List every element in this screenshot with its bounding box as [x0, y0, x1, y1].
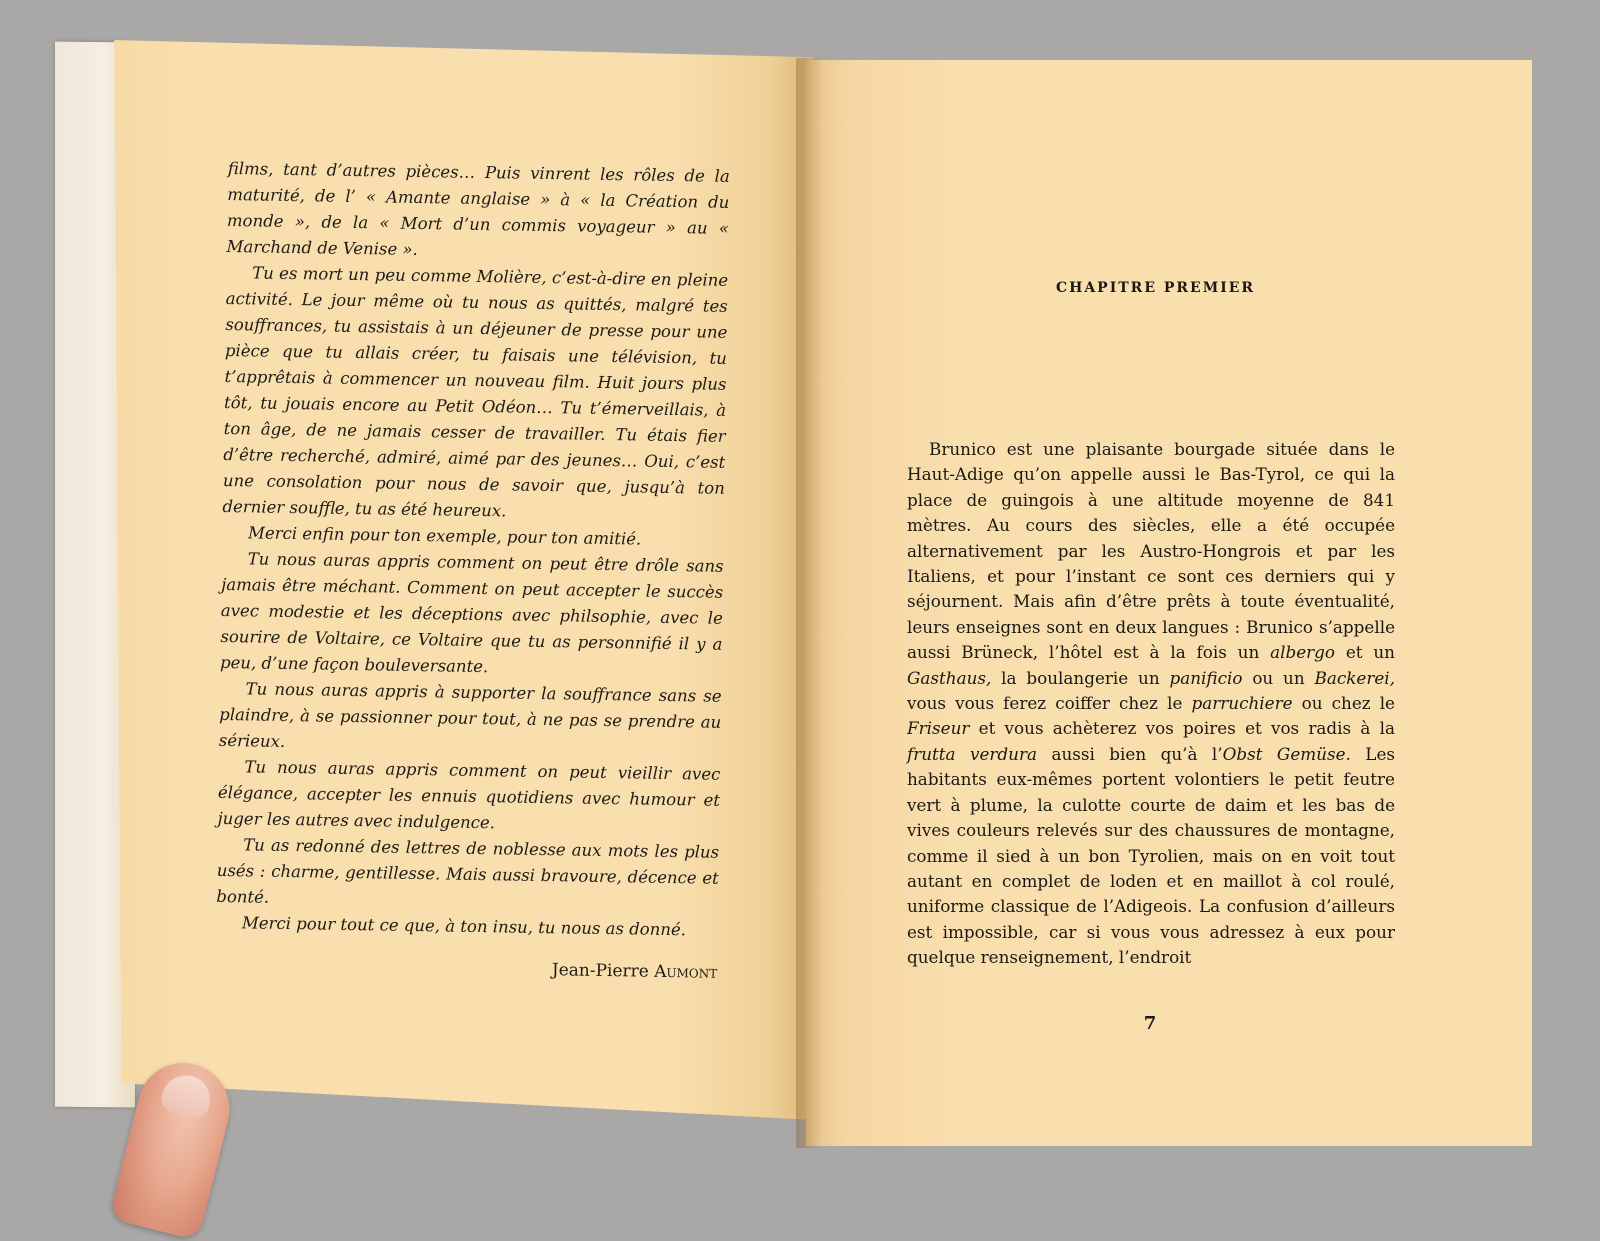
italic-term: frutta verdura	[907, 743, 1037, 764]
left-paragraph: Merci enfin pour ton exemple, pour ton amitié.	[247, 523, 642, 549]
italic-term: parruchiere	[1191, 693, 1293, 714]
text-segment: et un	[1335, 642, 1395, 663]
left-page-text	[215, 156, 730, 986]
italic-term: Gasthaus,	[907, 667, 992, 688]
text-segment: vous vous ferez coiffer chez le	[907, 693, 1192, 714]
text-segment: aussi bien qu’à l’	[1037, 743, 1223, 764]
left-paragraph: Merci pour tout ce que, à ton insu, tu nous as donné.	[241, 913, 687, 940]
left-paragraph: Tu nous auras appris à supporter la souffrance sans se plaindre, à se passionner pour tout, à ne pas se prendre au sérieux.	[218, 679, 722, 751]
left-paragraph: Tu nous auras appris comment on peut être drôle sans jamais être méchant. Comment on peut accepter le succès avec modestie et les déceptions avec philsophie, avec le sourire de Voltaire, ce Voltaire que tu as personnifié il y a peu, d’une façon bouleversante.	[219, 549, 724, 677]
italic-term: Friseur	[907, 718, 970, 739]
italic-term: panificio	[1169, 667, 1243, 688]
text-segment: la boulangerie un	[991, 667, 1170, 688]
signature-first-name: Jean-Pierre	[551, 960, 655, 982]
left-paragraph: Tu nous auras appris comment on peut vieillir avec élégance, accepter les ennuis quotidiens avec humour et juger les autres avec indulgence.	[217, 757, 721, 833]
italic-term: Obst Gemüse.	[1222, 743, 1351, 764]
text-segment: ou chez le	[1292, 693, 1395, 714]
text-segment: et vous achèterez vos poires et vos radis à la	[969, 718, 1395, 739]
chapter-title: CHAPITRE PREMIER	[1055, 280, 1256, 296]
right-paragraph	[907, 437, 1395, 971]
page-number: 7	[1143, 1013, 1157, 1034]
left-paragraph: films, tant d’autres pièces… Puis vinrent les rôles de la maturité, de l’ « Amante anglaise » à « la Création du monde », de la « Mort d’un commis voyageur » au « Marchand de Venise ».	[226, 158, 730, 259]
left-paragraph: Tu es mort un peu comme Molière, c’est-à-dire en pleine activité. Le jour même où tu nous as quittés, malgré tes souffrances, tu assistais à un déjeuner de presse pour une pièce que tu allais créer, tu faisais une télévision, tu t’apprêtais à commencer un nouveau film. Huit jours plus tôt, tu jouais encore au Petit Odéon… Tu t’émerveillais, à ton âge, de ne jamais cesser de travailler. Tu étais fier d’être recherché, admiré, aimé par des jeunes… Oui, c’est une consolation pour nous de savoir que, jusqu’à ton dernier souffle, tu as été heureux.	[222, 263, 729, 521]
text-segment: ou un	[1242, 667, 1315, 688]
thumbnail-nail	[159, 1070, 215, 1120]
signature-last-name: Aumont	[654, 961, 718, 983]
italic-term: albergo	[1270, 642, 1336, 663]
text-segment: Brunico est une plaisante bourgade située dans le Haut-Adige qu’on appelle aussi le Bas-Tyrol, ce qui la place de guingois à une altitude moyenne de 841 mètres. Au cours des siècles, elle a été occupée alternativement par les Austro-Hongrois et par les Italiens, et pour l’instant ce sont ces derniers qui y séjournent. Mais afin d’être prêts à toute éventualité, leurs enseignes sont en deux langues : Brunico s’appelle aussi Brüneck, l’hôtel est à la fois un	[907, 439, 1395, 663]
right-page-text	[907, 437, 1395, 971]
book-gutter	[796, 58, 820, 1148]
italic-term: Backerei,	[1314, 667, 1396, 688]
left-paragraph: Tu as redonné des lettres de noblesse aux mots les plus usés : charme, gentillesse. Mais aussi bravoure, décence et bonté.	[216, 835, 720, 907]
text-segment: Les habitants eux-mêmes portent volontiers le petit feutre vert à plume, la culotte courte de daim et les bas de vives couleurs relevés sur des chaussures de montagne, comme il sied à un bon Tyrolien, mais on en voit tout autant en complet de loden et en maillot à col roulé, uniforme classique de l’Adigeois. La confusion d’ailleurs est impossible, car si vous vous adressez à eux pour quelque renseignement, l’endroit	[907, 743, 1395, 968]
